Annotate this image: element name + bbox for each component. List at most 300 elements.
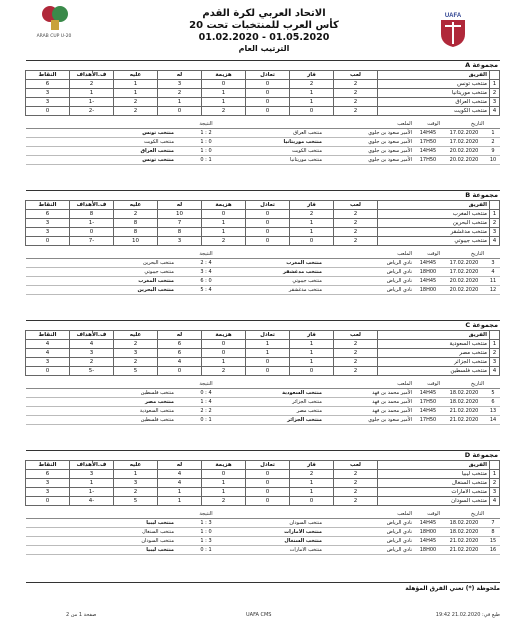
standings-header-row (26, 331, 500, 340)
column-header: التاريخ (442, 510, 486, 519)
stat-cell: 1 (246, 340, 290, 349)
match-venue: الأمير محمد بن فهد (324, 389, 414, 398)
home-team: منتخب السعودية (236, 389, 324, 398)
standings-table (25, 460, 500, 506)
stat-cell: 2 (70, 80, 114, 89)
stat-cell: 0 (246, 98, 290, 107)
match-row (26, 147, 500, 156)
stat-cell: 3 (26, 488, 70, 497)
match-date: 21.02.2020 (442, 416, 486, 425)
table-row (26, 98, 500, 107)
print-timestamp: طبع في: 21.02.2020 19:42 (435, 612, 500, 618)
column-header: هزيمة (202, 71, 246, 80)
home-team: منتخب السودان (236, 519, 324, 528)
column-header: النقاط (26, 461, 70, 470)
match-date: 18.02.2020 (442, 528, 486, 537)
match-time: 14H45 (414, 537, 442, 546)
spacer (26, 546, 88, 555)
away-team: منتخب فلسطين (88, 416, 176, 425)
table-row (26, 367, 500, 376)
match-score: 1 : 0 (176, 546, 236, 555)
match-venue: نادي الرياض (324, 286, 414, 295)
table-row (26, 107, 500, 116)
stat-cell: 2 (334, 497, 378, 506)
stat-cell: 4 (158, 479, 202, 488)
table-row (26, 479, 500, 488)
match-venue: الأمير محمد بن فهد (324, 407, 414, 416)
away-team: منتخب العراق (88, 147, 176, 156)
stat-cell: 2 (334, 340, 378, 349)
team-name: منتخب السودان (378, 497, 490, 506)
stat-cell: 0 (246, 488, 290, 497)
match-venue: نادي الرياض (324, 537, 414, 546)
stat-cell: 0 (158, 107, 202, 116)
match-row (26, 389, 500, 398)
stat-cell: 0 (290, 497, 334, 506)
column-header: هزيمة (202, 461, 246, 470)
stat-cell: 3 (158, 237, 202, 246)
stat-cell: 0 (26, 107, 70, 116)
team-name: منتخب العراق (378, 98, 490, 107)
team-name: منتخب مدغشقر (378, 228, 490, 237)
match-time: 14H45 (414, 407, 442, 416)
stat-cell: 2 (202, 367, 246, 376)
stat-cell: 3 (114, 479, 158, 488)
stat-cell: 3 (490, 488, 500, 497)
match-row (26, 277, 500, 286)
stat-cell: 2 (334, 89, 378, 98)
stat-cell: 0 (202, 349, 246, 358)
stat-cell: 0 (246, 219, 290, 228)
match-venue: نادي الرياض (324, 519, 414, 528)
stat-cell: 2 (334, 98, 378, 107)
spacer (26, 156, 88, 165)
match-time: 17H50 (414, 416, 442, 425)
column-header (26, 250, 88, 259)
away-team: منتخب جيبوتي (88, 268, 176, 277)
match-date: 17.02.2020 (442, 138, 486, 147)
column-header: النتيجة (176, 380, 236, 389)
group-title: مجموعة C (26, 320, 500, 330)
match-score: 0 : 1 (176, 528, 236, 537)
stat-cell: 1 (290, 89, 334, 98)
stat-cell: 1 (202, 228, 246, 237)
stat-cell: 0 (246, 107, 290, 116)
spacer (26, 259, 88, 268)
column-header: لعب (334, 331, 378, 340)
stat-cell: 2 (290, 210, 334, 219)
team-name: منتخب ليبيا (378, 470, 490, 479)
stat-cell: 1 (202, 358, 246, 367)
column-header (486, 380, 500, 389)
column-header: عليه (114, 71, 158, 80)
stat-cell: 1 (290, 219, 334, 228)
standings-table (25, 330, 500, 376)
column-header: له (158, 201, 202, 210)
column-header: الفريق (378, 461, 490, 470)
matches-header-row (26, 250, 500, 259)
stat-cell: 2 (334, 210, 378, 219)
stat-cell: 1 (70, 479, 114, 488)
match-row (26, 546, 500, 555)
match-date: 21.02.2020 (442, 537, 486, 546)
stat-cell: 3 (158, 80, 202, 89)
stat-cell: 1 (158, 488, 202, 497)
column-header: تعادل (246, 331, 290, 340)
spacer (26, 389, 88, 398)
system-name: UAFA CMS (246, 612, 272, 618)
stat-cell: 8 (158, 228, 202, 237)
match-time: 18H00 (414, 546, 442, 555)
standings-table (25, 200, 500, 246)
column-header (486, 250, 500, 259)
stat-cell: 2 (490, 479, 500, 488)
column-header: النقاط (26, 71, 70, 80)
stat-cell: 0 (246, 89, 290, 98)
match-score: 3 : 1 (176, 519, 236, 528)
column-header (26, 380, 88, 389)
match-venue: نادي الرياض (324, 259, 414, 268)
stat-cell: 1 (290, 349, 334, 358)
stat-cell: 1 (202, 488, 246, 497)
matches-header-row (26, 120, 500, 129)
match-number: 8 (486, 528, 500, 537)
match-score: 2 : 2 (176, 407, 236, 416)
match-time: 18H00 (414, 268, 442, 277)
qualified-note: ملحوظة (*) تعني الفرق المؤهلة (26, 582, 500, 592)
home-team: منتخب موريتانيا (236, 138, 324, 147)
home-team: منتخب موريتانيا (236, 156, 324, 165)
match-time: 17H50 (414, 138, 442, 147)
stat-cell: 1 (114, 80, 158, 89)
column-header: ف.الأهداف (70, 461, 114, 470)
match-venue: الأمير سعود بن جلوي (324, 156, 414, 165)
stat-cell: 0 (290, 367, 334, 376)
stat-cell: 2 (334, 470, 378, 479)
page-header (0, 0, 528, 58)
column-header: الوقت (414, 380, 442, 389)
stat-cell: 1 (490, 210, 500, 219)
stat-cell: 6 (158, 340, 202, 349)
column-header (88, 380, 176, 389)
stat-cell: 6 (26, 80, 70, 89)
column-header: التاريخ (442, 120, 486, 129)
match-number: 9 (486, 147, 500, 156)
away-team: منتخب تونس (88, 129, 176, 138)
stat-cell: 5 (114, 497, 158, 506)
stat-cell: 4 (70, 340, 114, 349)
stat-cell: 0 (246, 470, 290, 479)
group-section (26, 60, 500, 165)
column-header: تعادل (246, 71, 290, 80)
table-row (26, 237, 500, 246)
group-section (26, 190, 500, 295)
stat-cell: 4 (158, 358, 202, 367)
matches-header-row (26, 380, 500, 389)
column-header: لعب (334, 71, 378, 80)
match-score: 4 : 1 (176, 398, 236, 407)
stat-cell: 1 (290, 340, 334, 349)
match-date: 20.02.2020 (442, 277, 486, 286)
standings-header-row (26, 201, 500, 210)
column-header (490, 461, 500, 470)
stat-cell: 2 (334, 367, 378, 376)
stat-cell: 0 (202, 80, 246, 89)
away-team: منتخب السودان (88, 537, 176, 546)
spacer (26, 528, 88, 537)
match-score: 4 : 2 (176, 259, 236, 268)
table-row (26, 219, 500, 228)
away-team: منتخب ليبيا (88, 546, 176, 555)
match-date: 18.02.2020 (442, 389, 486, 398)
stat-cell: 2 (334, 349, 378, 358)
home-team: منتخب مصر (236, 407, 324, 416)
stat-cell: 8 (70, 210, 114, 219)
stat-cell: 0 (70, 228, 114, 237)
match-time: 14H45 (414, 389, 442, 398)
stat-cell: 2 (334, 237, 378, 246)
stat-cell: 0 (202, 340, 246, 349)
column-header (236, 510, 324, 519)
matches-table (26, 250, 500, 295)
match-number: 14 (486, 416, 500, 425)
stat-cell: 1 (490, 340, 500, 349)
stat-cell: 2 (114, 340, 158, 349)
column-header: الفريق (378, 201, 490, 210)
match-number: 10 (486, 156, 500, 165)
stat-cell: 3 (26, 89, 70, 98)
team-name: منتخب فلسطين (378, 367, 490, 376)
home-team: منتخب العراق (236, 129, 324, 138)
match-number: 4 (486, 268, 500, 277)
stat-cell: 3 (490, 98, 500, 107)
spacer (26, 286, 88, 295)
table-row (26, 497, 500, 506)
stat-cell: 4 (26, 349, 70, 358)
stat-cell: 2 (334, 479, 378, 488)
match-venue: الأمير سعود بن جلوي (324, 138, 414, 147)
home-team: منتخب جيبوتي (236, 277, 324, 286)
uafa-logo (436, 10, 470, 48)
match-venue: نادي الرياض (324, 268, 414, 277)
column-header: الملعب (324, 120, 414, 129)
stat-cell: 0 (246, 237, 290, 246)
match-date: 21.02.2020 (442, 546, 486, 555)
column-header: فاز (290, 331, 334, 340)
spacer (26, 416, 88, 425)
arab-cup-logo (26, 4, 82, 48)
column-header (490, 331, 500, 340)
table-row (26, 488, 500, 497)
match-number: 5 (486, 389, 500, 398)
away-team: منتخب البحرين (88, 286, 176, 295)
column-header: له (158, 331, 202, 340)
stat-cell: -5 (70, 367, 114, 376)
column-header: الملعب (324, 510, 414, 519)
stat-cell: 0 (246, 367, 290, 376)
stat-cell: 0 (290, 107, 334, 116)
column-header: عليه (114, 201, 158, 210)
match-time: 18H00 (414, 528, 442, 537)
column-header: الوقت (414, 120, 442, 129)
away-team: منتخب السنغال (88, 528, 176, 537)
match-date: 20.02.2020 (442, 286, 486, 295)
stat-cell: 1 (158, 497, 202, 506)
table-row (26, 470, 500, 479)
match-venue: نادي الرياض (324, 546, 414, 555)
stat-cell: 0 (246, 228, 290, 237)
column-header (486, 120, 500, 129)
column-header: ف.الأهداف (70, 331, 114, 340)
match-date: 18.02.2020 (442, 519, 486, 528)
column-header: ف.الأهداف (70, 71, 114, 80)
stat-cell: 0 (202, 470, 246, 479)
team-name: منتخب موريتانيا (378, 89, 490, 98)
column-header: النتيجة (176, 510, 236, 519)
stat-cell: 2 (158, 89, 202, 98)
group-title: مجموعة B (26, 190, 500, 200)
column-header (26, 510, 88, 519)
stat-cell: 2 (334, 80, 378, 89)
column-header: النتيجة (176, 120, 236, 129)
match-number: 1 (486, 129, 500, 138)
home-team: منتخب المغرب (236, 259, 324, 268)
stat-cell: 3 (114, 349, 158, 358)
team-name: منتخب الكويت (378, 107, 490, 116)
column-header: الوقت (414, 250, 442, 259)
match-row (26, 519, 500, 528)
column-header (26, 120, 88, 129)
stat-cell: 0 (26, 237, 70, 246)
uafa-logo-text: UAFA (444, 13, 462, 19)
match-date: 20.02.2020 (442, 156, 486, 165)
stat-cell: 8 (114, 228, 158, 237)
stat-cell: 3 (26, 228, 70, 237)
column-header: له (158, 461, 202, 470)
match-row (26, 286, 500, 295)
page-number: صفحة 1 من 2 (66, 612, 97, 618)
match-time: 14H45 (414, 259, 442, 268)
match-number: 7 (486, 519, 500, 528)
column-header (486, 510, 500, 519)
column-header: ف.الأهداف (70, 201, 114, 210)
column-header: هزيمة (202, 331, 246, 340)
stat-cell: 2 (490, 89, 500, 98)
stat-cell: 1 (202, 479, 246, 488)
home-team: منتخب الامارات (236, 546, 324, 555)
stat-cell: 1 (202, 89, 246, 98)
stat-cell: 0 (246, 497, 290, 506)
match-time: 14H45 (414, 147, 442, 156)
stat-cell: 2 (490, 219, 500, 228)
match-number: 2 (486, 138, 500, 147)
stat-cell: 3 (70, 470, 114, 479)
away-team: منتخب ليبيا (88, 519, 176, 528)
stat-cell: 2 (334, 219, 378, 228)
table-row (26, 349, 500, 358)
match-score: 1 : 0 (176, 416, 236, 425)
stat-cell: 1 (202, 219, 246, 228)
column-header: التاريخ (442, 380, 486, 389)
stat-cell: 1 (114, 470, 158, 479)
trophy-icon (40, 4, 70, 32)
stat-cell: 8 (114, 219, 158, 228)
match-time: 14H45 (414, 277, 442, 286)
column-header: النتيجة (176, 250, 236, 259)
standings-header-row (26, 71, 500, 80)
table-row (26, 228, 500, 237)
home-team: منتخب السنغال (236, 537, 324, 546)
column-header (490, 71, 500, 80)
team-name: منتخب المغرب (378, 210, 490, 219)
match-date: 18.02.2020 (442, 398, 486, 407)
match-row (26, 268, 500, 277)
match-score: 0 : 1 (176, 138, 236, 147)
match-venue: الأمير سعود بن جلوي (324, 416, 414, 425)
match-row (26, 407, 500, 416)
match-number: 16 (486, 546, 500, 555)
tournament-title: كأس العرب للمنتخبات تحت 20 (189, 20, 339, 31)
spacer (26, 277, 88, 286)
column-header: تعادل (246, 461, 290, 470)
away-team: منتخب تونس (88, 156, 176, 165)
column-header (236, 120, 324, 129)
match-row (26, 138, 500, 147)
stat-cell: -2 (70, 107, 114, 116)
stat-cell: -7 (70, 237, 114, 246)
home-team: منتخب مدغشقر (236, 286, 324, 295)
stat-cell: 3 (26, 479, 70, 488)
column-header: هزيمة (202, 201, 246, 210)
match-venue: الأمير سعود بن جلوي (324, 147, 414, 156)
match-date: 20.02.2020 (442, 147, 486, 156)
stat-cell: 1 (490, 470, 500, 479)
team-name: منتخب السنغال (378, 479, 490, 488)
stat-cell: 10 (114, 237, 158, 246)
column-header: عليه (114, 331, 158, 340)
match-row (26, 156, 500, 165)
stat-cell: 0 (246, 479, 290, 488)
stat-cell: 2 (290, 470, 334, 479)
match-time: 17H50 (414, 398, 442, 407)
stat-cell: 3 (26, 98, 70, 107)
match-number: 3 (486, 259, 500, 268)
stat-cell: 4 (26, 340, 70, 349)
home-team: منتخب الكويت (236, 147, 324, 156)
stat-cell: 1 (158, 98, 202, 107)
matches-table (26, 510, 500, 555)
match-row (26, 528, 500, 537)
home-team: منتخب الامارات (236, 528, 324, 537)
column-header: الفريق (378, 331, 490, 340)
match-number: 6 (486, 398, 500, 407)
stat-cell: 3 (70, 349, 114, 358)
away-team: منتخب السعودية (88, 407, 176, 416)
page-footer (26, 612, 500, 622)
stat-cell: 2 (334, 107, 378, 116)
stat-cell: 0 (246, 358, 290, 367)
match-time: 14H45 (414, 519, 442, 528)
team-name: منتخب جيبوتي (378, 237, 490, 246)
spacer (26, 398, 88, 407)
stat-cell: 1 (290, 358, 334, 367)
match-score: 3 : 1 (176, 537, 236, 546)
stat-cell: 1 (490, 80, 500, 89)
page-title: الترتيب العام (238, 44, 290, 53)
match-row (26, 129, 500, 138)
stat-cell: 4 (490, 107, 500, 116)
column-header: الملعب (324, 380, 414, 389)
